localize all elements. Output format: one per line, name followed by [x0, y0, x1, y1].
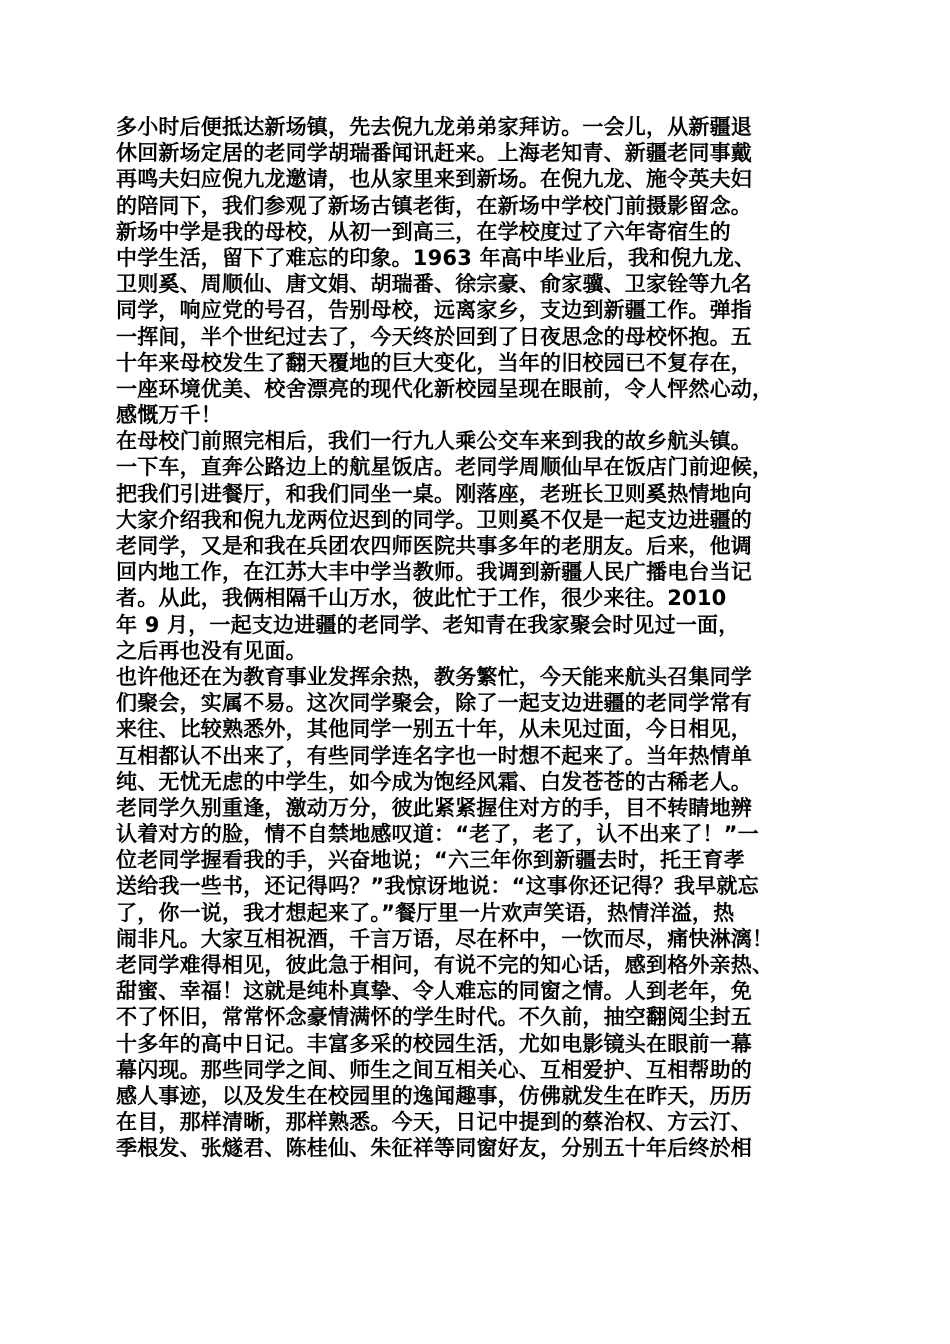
text-line: 一下车，直奔公路边上的航星饭店。老同学周顺仙早在饭店门前迎候，	[116, 455, 774, 480]
body-text	[116, 114, 846, 1162]
text-line: 同学，响应党的号召，告别母校，远离家乡，支边到新疆工作。弹指	[116, 298, 752, 323]
text-line: 了，你一说，我才想起来了。”餐厅里一片欢声笑语，热情洋溢，热	[116, 900, 735, 925]
text-line: 来往、比较熟悉外，其他同学一别五十年，从未见过面，今日相见，	[116, 717, 752, 742]
text-line: 互相都认不出来了，有些同学连名字也一时想不起来了。当年热情单	[116, 743, 752, 768]
text-line: 在母校门前照完相后，我们一行九人乘公交车来到我的故乡航头镇。	[116, 429, 752, 454]
text-line: 老同学久别重逢，激动万分，彼此紧紧握住对方的手，目不转睛地辨	[116, 795, 752, 820]
text-line: 者。从此，我俩相隔千山万水，彼此忙于工作，很少来往。2010	[116, 586, 727, 611]
text-line: 季根发、张燧君、陈桂仙、朱征祥等同窗好友，分别五十年后终於相	[116, 1136, 752, 1161]
text-line: 卫则奚、周顺仙、唐文娟、胡瑞番、徐宗豪、俞家骥、卫家铨等九名	[116, 272, 752, 297]
text-line: 多小时后便抵达新场镇，先去倪九龙弟弟家拜访。一会儿，从新疆退	[116, 115, 752, 139]
text-line: 纯、无忧无虑的中学生，如今成为饱经风霜、白发苍苍的古稀老人。	[116, 769, 752, 794]
text-line: 幕闪现。那些同学之间、师生之间互相关心、互相爱护、互相帮助的	[116, 1057, 752, 1082]
text-line: 送给我一些书，还记得吗？”我惊讶地说：“这事你还记得？我早就忘	[116, 874, 759, 899]
text-line: 十年来母校发生了翻天覆地的巨大变化，当年的旧校园已不复存在，	[116, 350, 752, 375]
text-line: 中学生活，留下了难忘的印象。1963 年高中毕业后，我和倪九龙、	[116, 245, 756, 270]
text-line: 再鸣夫妇应倪九龙邀请，也从家里来到新场。在倪九龙、施令英夫妇	[116, 167, 752, 192]
text-line: 不了怀旧，常常怀念豪情满怀的学生时代。不久前，抽空翻阅尘封五	[116, 1005, 752, 1030]
text-line: 闹非凡。大家互相祝酒，千言万语，尽在杯中，一饮而尽，痛快淋漓！	[116, 926, 774, 951]
text-line: 也许他还在为教育事业发挥余热，教务繁忙，今天能来航头召集同学	[116, 664, 752, 689]
text-line: 回内地工作，在江苏大丰中学当教师。我调到新疆人民广播电台当记	[116, 560, 752, 585]
text-line: 甜蜜、幸福！这就是纯朴真挚、令人难忘的同窗之情。人到老年，免	[116, 979, 752, 1004]
text-line: 大家介绍我和倪九龙两位迟到的同学。卫则奚不仅是一起支边进疆的	[116, 507, 752, 532]
text-line: 年 9 月，一起支边进疆的老同学、老知青在我家聚会时见过一面，	[116, 612, 740, 637]
text-line: 老同学，又是和我在兵团农四师医院共事多年的老朋友。后来，他调	[116, 534, 752, 558]
text-line: 认着对方的脸，情不自禁地感叹道：“老了，老了，认不出来了！”一	[116, 822, 759, 847]
text-line: 之后再也没有见面。	[116, 638, 307, 663]
text-line: 感慨万千！	[116, 403, 222, 428]
text-line: 感人事迹，以及发生在校园里的逸闻趣事，仿佛就发生在昨天，历历	[116, 1083, 752, 1108]
text-line: 的陪同下，我们参观了新场古镇老街，在新场中学校门前摄影留念。	[116, 193, 752, 218]
text-line: 十多年的高中日记。丰富多采的校园生活，尤如电影镜头在眼前一幕	[116, 1031, 752, 1056]
text-line: 一座环境优美、校舍漂亮的现代化新校园呈现在眼前，令人怦然心动，	[116, 376, 774, 401]
text-line: 老同学难得相见，彼此急于相问，有说不完的知心话，感到格外亲热、	[116, 953, 774, 977]
text-line: 位老同学握看我的手，兴奋地说；“六三年你到新疆去时，托王育孝	[116, 848, 745, 873]
text-line: 们聚会，实属不易。这次同学聚会，除了一起支边进疆的老同学常有	[116, 691, 752, 716]
text-line: 一挥间，半个世纪过去了，今天终於回到了日夜思念的母校怀抱。五	[116, 324, 752, 349]
text-line: 新场中学是我的母校，从初一到高三，在学校度过了六年寄宿生的	[116, 219, 731, 244]
text-line: 在目，那样清晰，那样熟悉。今天，日记中提到的蔡治权、方云汀、	[116, 1110, 752, 1135]
text-line: 休回新场定居的老同学胡瑞番闻讯赶来。上海老知青、新疆老同事戴	[116, 141, 752, 166]
text-line: 把我们引进餐厅，和我们同坐一桌。刚落座，老班长卫则奚热情地向	[116, 481, 752, 506]
